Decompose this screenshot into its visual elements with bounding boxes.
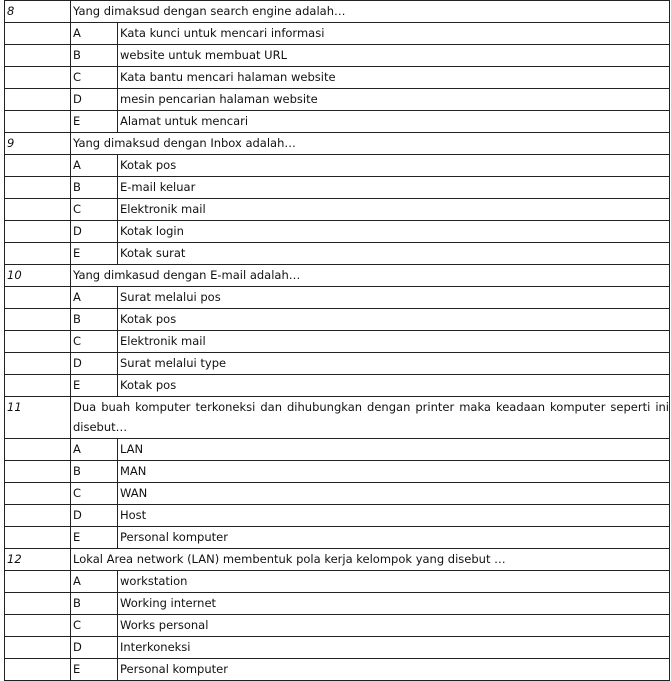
option-row [5,331,670,353]
option-text: mesin pencarian halaman website [118,89,670,111]
option-row [5,527,670,549]
option-text: LAN [118,439,670,461]
blank-cell [5,199,71,221]
question-text: Yang dimkasud dengan E-mail adalah… [71,265,670,287]
option-letter: D [71,221,118,243]
question-number: 8 [5,1,71,23]
option-row [5,593,670,615]
option-text: Kotak login [118,221,670,243]
option-row [5,45,670,67]
blank-cell [5,483,71,505]
option-row [5,353,670,375]
option-row [5,309,670,331]
blank-cell [5,375,71,397]
option-text: Personal komputer [118,527,670,549]
question-row [5,265,670,287]
option-row [5,439,670,461]
option-text: Kotak pos [118,309,670,331]
option-letter: A [71,23,118,45]
option-letter: A [71,439,118,461]
option-row [5,243,670,265]
blank-cell [5,593,71,615]
question-number: 9 [5,133,71,155]
blank-cell [5,331,71,353]
option-row [5,23,670,45]
blank-cell [5,439,71,461]
option-row [5,375,670,397]
option-letter: C [71,67,118,89]
blank-cell [5,505,71,527]
option-row [5,155,670,177]
option-letter: E [71,659,118,681]
option-letter: D [71,505,118,527]
option-text: MAN [118,461,670,483]
blank-cell [5,637,71,659]
option-row [5,571,670,593]
question-table [4,0,670,681]
option-letter: D [71,637,118,659]
option-row [5,483,670,505]
option-text: Works personal [118,615,670,637]
blank-cell [5,309,71,331]
option-letter: E [71,375,118,397]
option-row [5,505,670,527]
option-letter: D [71,353,118,375]
option-text: Alamat untuk mencari [118,111,670,133]
option-text: Elektronik mail [118,199,670,221]
option-text: E-mail keluar [118,177,670,199]
option-text: Kotak pos [118,155,670,177]
blank-cell [5,67,71,89]
blank-cell [5,177,71,199]
option-text: Surat melalui type [118,353,670,375]
option-letter: C [71,483,118,505]
question-text: Lokal Area network (LAN) membentuk pola kerja kelompok yang disebut … [71,549,670,571]
blank-cell [5,461,71,483]
option-letter: B [71,309,118,331]
question-text: Yang dimaksud dengan search engine adalah… [71,1,670,23]
option-row [5,461,670,483]
blank-cell [5,111,71,133]
option-text: workstation [118,571,670,593]
question-text: Dua buah komputer terkoneksi dan dihubungkan dengan printer maka keadaan komputer seperti ini disebut… [71,397,670,439]
option-letter: A [71,155,118,177]
option-letter: E [71,527,118,549]
option-letter: B [71,461,118,483]
question-number: 11 [5,397,71,439]
option-text: Kata bantu mencari halaman website [118,67,670,89]
option-row [5,67,670,89]
option-row [5,177,670,199]
option-letter: E [71,243,118,265]
option-text: Working internet [118,593,670,615]
question-row [5,397,670,439]
option-letter: C [71,199,118,221]
blank-cell [5,659,71,681]
option-row [5,111,670,133]
option-text: Personal komputer [118,659,670,681]
option-text: Elektronik mail [118,331,670,353]
question-text: Yang dimaksud dengan Inbox adalah… [71,133,670,155]
option-letter: D [71,89,118,111]
option-letter: B [71,45,118,67]
blank-cell [5,527,71,549]
blank-cell [5,89,71,111]
blank-cell [5,353,71,375]
blank-cell [5,287,71,309]
option-row [5,659,670,681]
option-letter: C [71,615,118,637]
option-letter: A [71,571,118,593]
option-row [5,199,670,221]
question-number: 12 [5,549,71,571]
blank-cell [5,571,71,593]
option-row [5,89,670,111]
question-table-body [5,1,670,681]
option-row [5,287,670,309]
option-text: Kata kunci untuk mencari informasi [118,23,670,45]
option-letter: E [71,111,118,133]
option-text: website untuk membuat URL [118,45,670,67]
question-number: 10 [5,265,71,287]
question-row [5,549,670,571]
blank-cell [5,45,71,67]
option-row [5,637,670,659]
option-text: Kotak pos [118,375,670,397]
option-text: Surat melalui pos [118,287,670,309]
option-letter: B [71,177,118,199]
option-row [5,221,670,243]
blank-cell [5,243,71,265]
blank-cell [5,615,71,637]
blank-cell [5,23,71,45]
option-letter: A [71,287,118,309]
option-row [5,615,670,637]
blank-cell [5,155,71,177]
blank-cell [5,221,71,243]
option-letter: C [71,331,118,353]
option-text: Interkoneksi [118,637,670,659]
question-row [5,1,670,23]
option-letter: B [71,593,118,615]
option-text: Host [118,505,670,527]
question-row [5,133,670,155]
option-text: Kotak surat [118,243,670,265]
option-text: WAN [118,483,670,505]
